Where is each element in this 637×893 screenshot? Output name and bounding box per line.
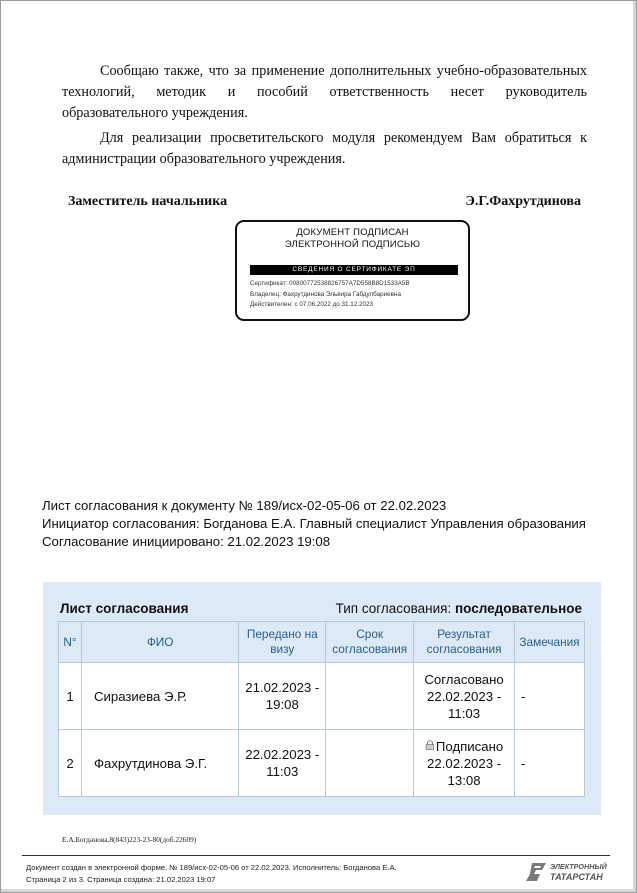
electronic-tatarstan-logo bbox=[526, 860, 612, 886]
table-row bbox=[59, 663, 585, 730]
approval-type bbox=[336, 601, 582, 616]
column-header-sent: Передано на визу bbox=[239, 622, 326, 663]
footer-document-info: Документ создан в электронной форме. № 189/исх-02-05-06 от 22.02.2023. Исполнитель: Богданова Е.А. bbox=[26, 863, 397, 872]
lock-icon bbox=[425, 740, 435, 750]
row-remarks: - bbox=[514, 663, 584, 730]
row-result: Подписано 22.02.2023 - 13:08 bbox=[427, 738, 504, 788]
stamp-owner: Владелец: Фахрутдинова Эльвира Габдулбариевна bbox=[250, 291, 401, 298]
column-header-fio: ФИО bbox=[81, 622, 238, 663]
stamp-title-line-1: ДОКУМЕНТ ПОДПИСАН bbox=[296, 227, 409, 238]
table-row bbox=[59, 730, 585, 797]
column-header-result: Результат согласования bbox=[414, 622, 515, 663]
footer-text bbox=[26, 862, 397, 886]
logo-line-2: ТАТАРСТАН bbox=[550, 872, 603, 882]
row-fio: Сиразиева Э.Р. bbox=[81, 663, 238, 730]
row-sent: 22.02.2023 - 11:03 bbox=[239, 730, 326, 797]
contact-line: Е.А.Богданова,8(843)223-23-80(доб.22609) bbox=[62, 835, 197, 844]
approval-type-value: последовательное bbox=[455, 601, 582, 616]
row-remarks: - bbox=[514, 730, 584, 797]
letter-paragraph-1: Сообщаю также, что за применение дополнительных учебно-образовательных технологий, методик и пособий ответственность несет руководитель образовательного учреждения. bbox=[62, 63, 587, 121]
footer-divider bbox=[22, 855, 610, 856]
column-header-deadline: Срок согласования bbox=[326, 622, 414, 663]
column-header-number: N° bbox=[59, 622, 82, 663]
logo-line-1: ЭЛЕКТРОННЫЙ bbox=[550, 862, 607, 871]
row-number: 1 bbox=[59, 663, 82, 730]
approval-initiator: Инициатор согласования: Богданова Е.А. Главный специалист Управления образования bbox=[42, 516, 586, 531]
signer-role: Заместитель начальника bbox=[68, 194, 228, 209]
stamp-title-line-2: ЭЛЕКТРОННОЙ ПОДПИСЬЮ bbox=[284, 239, 421, 250]
row-number: 2 bbox=[59, 730, 82, 797]
row-sent: 21.02.2023 - 19:08 bbox=[239, 663, 326, 730]
row-fio: Фахрутдинова Э.Г. bbox=[81, 730, 238, 797]
row-deadline bbox=[326, 730, 414, 797]
approval-table bbox=[58, 621, 585, 797]
e-signature-stamp bbox=[235, 220, 470, 321]
column-header-remarks: Замечания bbox=[514, 622, 584, 663]
row-result: Согласовано 22.02.2023 - 11:03 bbox=[414, 663, 515, 730]
approval-type-label: Тип согласования: bbox=[335, 601, 452, 616]
approval-sheet-header bbox=[42, 497, 586, 551]
approval-initiated-at: Согласование инициировано: 21.02.2023 19:08 bbox=[42, 534, 331, 549]
stamp-certificate-bar: СВЕДЕНИЯ О СЕРТИФИКАТЕ ЭП bbox=[250, 265, 458, 275]
signer-name: Э.Г.Фахрутдинова bbox=[465, 194, 581, 209]
stamp-validity: Действителен: с 07.06.2022 до 31.12.2023 bbox=[250, 301, 374, 308]
approval-table-header bbox=[59, 622, 585, 663]
footer-page-info: Страница 2 из 3. Страница создана: 21.02.2023 19:07 bbox=[26, 875, 216, 884]
row-deadline bbox=[326, 663, 414, 730]
logo-mark-icon bbox=[526, 862, 547, 882]
row-result-cell bbox=[414, 730, 515, 797]
approval-panel-title: Лист согласования bbox=[60, 601, 189, 616]
stamp-title bbox=[237, 227, 468, 251]
letter-paragraph-2: Для реализации просветительского модуля рекомендуем Вам обратиться к администрации образовательного учреждения. bbox=[62, 130, 587, 167]
approval-document-ref: Лист согласования к документу № 189/исх-02-05-06 от 22.02.2023 bbox=[42, 498, 447, 513]
approval-panel bbox=[43, 582, 601, 815]
stamp-certificate-number: Сертификат: 00800772538826757A7D558В8D1533А5В bbox=[250, 280, 410, 287]
